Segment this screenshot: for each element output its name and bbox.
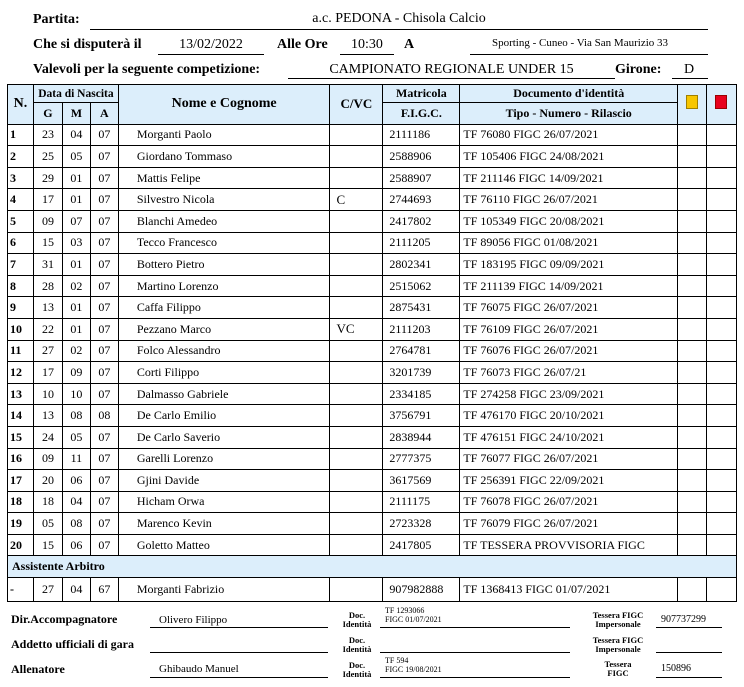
captain-mark [330, 578, 383, 602]
birth-month: 07 [62, 210, 90, 232]
red-card-cell [706, 167, 736, 189]
birth-day: 23 [33, 124, 62, 146]
birth-year: 07 [90, 426, 118, 448]
birth-year: 07 [90, 383, 118, 405]
addetto-label: Addetto ufficiali di gara [11, 637, 134, 651]
assistente-section-row [8, 556, 737, 578]
birth-year: 07 [90, 275, 118, 297]
assistente-name: Morganti Fabrizio [118, 578, 330, 602]
birth-day: 28 [33, 275, 62, 297]
red-card-cell [706, 340, 736, 362]
player-row [8, 232, 737, 254]
red-card-cell [706, 362, 736, 384]
matricola: 2802341 [383, 254, 460, 276]
player-name: Marenco Kevin [118, 513, 330, 535]
captain-mark [330, 448, 383, 470]
document-id: TF 105349 FIGC 20/08/2021 [460, 210, 678, 232]
player-number: 1 [8, 124, 34, 146]
col-data-nascita: Data di Nascita [33, 85, 118, 103]
birth-year: 07 [90, 297, 118, 319]
player-number: 2 [8, 146, 34, 168]
player-number: 10 [8, 318, 34, 340]
red-card-cell [706, 534, 736, 556]
player-number: 5 [8, 210, 34, 232]
player-name: Folco Alessandro [118, 340, 330, 362]
captain-mark [330, 513, 383, 535]
player-number: 9 [8, 297, 34, 319]
birth-year: 07 [90, 232, 118, 254]
player-row [8, 340, 737, 362]
player-number: 3 [8, 167, 34, 189]
matricola: 3617569 [383, 470, 460, 492]
player-name: Gjini Davide [118, 470, 330, 492]
document-id: TF 76076 FIGC 26/07/2021 [460, 340, 678, 362]
matricola: 2417805 [383, 534, 460, 556]
allenatore-label: Allenatore [11, 662, 65, 676]
player-row [8, 146, 737, 168]
document-id: TF 89056 FIGC 01/08/2021 [460, 232, 678, 254]
girone-label: Girone: [615, 62, 662, 77]
player-number: 12 [8, 362, 34, 384]
player-row [8, 124, 737, 146]
red-card-cell [706, 383, 736, 405]
allenatore-doc-underline [380, 677, 570, 678]
birth-day: 27 [33, 578, 62, 602]
document-id: TF 76109 FIGC 26/07/2021 [460, 318, 678, 340]
col-m: M [62, 103, 90, 125]
player-number: 18 [8, 491, 34, 513]
document-id: TF 256391 FIGC 22/09/2021 [460, 470, 678, 492]
document-id: TF 211146 FIGC 14/09/2021 [460, 167, 678, 189]
match-header [0, 0, 744, 84]
birth-month: 04 [62, 124, 90, 146]
col-n: N. [8, 85, 34, 125]
captain-mark [330, 297, 383, 319]
player-row [8, 405, 737, 427]
document-id: TF 76080 FIGC 26/07/2021 [460, 124, 678, 146]
dir-name-underline [150, 627, 328, 628]
competition: CAMPIONATO REGIONALE UNDER 15 [329, 62, 574, 77]
birth-month: 08 [62, 513, 90, 535]
yellow-card-cell [678, 362, 707, 384]
girone-value: D [683, 62, 695, 77]
a-label: A [404, 37, 415, 52]
birth-day: 13 [33, 297, 62, 319]
yellow-card-cell [678, 318, 707, 340]
birth-month: 01 [62, 318, 90, 340]
birth-month: 05 [62, 146, 90, 168]
birth-month: 04 [62, 578, 90, 602]
allenatore-doc-label: Doc. Identità [342, 660, 372, 679]
document-id: TF 76079 FIGC 26/07/2021 [460, 513, 678, 535]
document-id: TF TESSERA PROVVISORIA FIGC [460, 534, 678, 556]
col-documento-sub: Tipo - Numero - Rilascio [460, 103, 678, 125]
dir-label: Dir.Accompagnatore [11, 612, 118, 626]
player-name: Martino Lorenzo [118, 275, 330, 297]
match-venue: Sporting - Cuneo - Via San Maurizio 33 [491, 37, 669, 49]
yellow-card-cell [678, 470, 707, 492]
yellow-card-cell [678, 210, 707, 232]
yellow-card-cell [678, 513, 707, 535]
red-card-cell [706, 124, 736, 146]
allenatore-tess-underline [656, 677, 722, 678]
time-underline [340, 54, 394, 55]
captain-mark [330, 426, 383, 448]
col-g: G [33, 103, 62, 125]
allenatore-name: Ghibaudo Manuel [159, 663, 239, 675]
player-number: 19 [8, 513, 34, 535]
col-matricola: Matricola [383, 85, 460, 103]
birth-month: 11 [62, 448, 90, 470]
addetto-tess-underline [656, 652, 722, 653]
yellow-card-cell [678, 405, 707, 427]
captain-mark [330, 362, 383, 384]
captain-mark [330, 124, 383, 146]
partita-label: Partita: [33, 12, 80, 27]
birth-day: 09 [33, 448, 62, 470]
dir-doc-underline [380, 627, 570, 628]
dir-tess-label: Tessera FIGC Impersonale [592, 610, 644, 629]
player-row [8, 167, 737, 189]
document-id: TF 76078 FIGC 26/07/2021 [460, 491, 678, 513]
match-time: 10:30 [351, 37, 383, 52]
birth-year: 07 [90, 210, 118, 232]
matricola: 2111205 [383, 232, 460, 254]
matricola: 2588907 [383, 167, 460, 189]
birth-month: 05 [62, 426, 90, 448]
matricola: 2723328 [383, 513, 460, 535]
document-id: TF 1368413 FIGC 01/07/2021 [460, 578, 678, 602]
document-id: TF 76110 FIGC 26/07/2021 [460, 189, 678, 211]
birth-day: 10 [33, 383, 62, 405]
birth-day: 31 [33, 254, 62, 276]
captain-mark [330, 534, 383, 556]
captain-mark [330, 405, 383, 427]
matricola: 2111175 [383, 491, 460, 513]
yellow-card-cell [678, 254, 707, 276]
yellow-card-icon [686, 95, 698, 109]
yellow-card-cell [678, 275, 707, 297]
matricola: 2334185 [383, 383, 460, 405]
captain-mark [330, 275, 383, 297]
birth-month: 04 [62, 491, 90, 513]
matricola: 3201739 [383, 362, 460, 384]
player-name: Goletto Matteo [118, 534, 330, 556]
addetto-doc-underline [380, 652, 570, 653]
valevoli-label: Valevoli per la seguente competizione: [33, 62, 261, 77]
document-id: TF 476170 FIGC 20/10/2021 [460, 405, 678, 427]
player-number: 6 [8, 232, 34, 254]
girone-underline [672, 78, 708, 79]
birth-day: 17 [33, 362, 62, 384]
match-date: 13/02/2022 [179, 37, 243, 52]
captain-mark [330, 254, 383, 276]
player-name: Bottero Pietro [118, 254, 330, 276]
player-number: 20 [8, 534, 34, 556]
birth-day: 22 [33, 318, 62, 340]
birth-year: 07 [90, 534, 118, 556]
matricola: 2744693 [383, 189, 460, 211]
col-documento: Documento d'identità [460, 85, 678, 103]
birth-year: 07 [90, 124, 118, 146]
birth-month: 06 [62, 534, 90, 556]
addetto-tess-label: Tessera FIGC Impersonale [592, 635, 644, 654]
yellow-card-cell [678, 189, 707, 211]
yellow-card-cell [678, 578, 707, 602]
matricola: 2764781 [383, 340, 460, 362]
date-underline [158, 54, 264, 55]
matricola: 2588906 [383, 146, 460, 168]
birth-month: 01 [62, 254, 90, 276]
birth-year: 07 [90, 448, 118, 470]
player-number: 14 [8, 405, 34, 427]
document-id: TF 76075 FIGC 26/07/2021 [460, 297, 678, 319]
player-name: Hicham Orwa [118, 491, 330, 513]
col-cvc: C/VC [330, 85, 383, 125]
addetto-doc-label: Doc. Identità [342, 635, 372, 654]
player-row [8, 491, 737, 513]
player-row [8, 383, 737, 405]
yellow-card-cell [678, 448, 707, 470]
birth-year: 07 [90, 362, 118, 384]
captain-mark: C [330, 189, 383, 211]
player-name: Silvestro Nicola [118, 189, 330, 211]
player-name: Blanchi Amedeo [118, 210, 330, 232]
red-card-cell [706, 297, 736, 319]
partita-value: a.c. PEDONA - Chisola Calcio [312, 11, 486, 26]
birth-month: 02 [62, 340, 90, 362]
birth-year: 07 [90, 189, 118, 211]
player-row [8, 210, 737, 232]
red-card-cell [706, 318, 736, 340]
birth-day: 15 [33, 534, 62, 556]
col-nome: Nome e Cognome [118, 85, 330, 125]
birth-month: 02 [62, 275, 90, 297]
red-card-cell [706, 513, 736, 535]
birth-month: 08 [62, 405, 90, 427]
matricola: 2777375 [383, 448, 460, 470]
player-name: Caffa Filippo [118, 297, 330, 319]
birth-day: 18 [33, 491, 62, 513]
yellow-card-cell [678, 124, 707, 146]
player-name: Tecco Francesco [118, 232, 330, 254]
yellow-card-cell [678, 534, 707, 556]
player-number: 13 [8, 383, 34, 405]
player-number: 8 [8, 275, 34, 297]
captain-mark [330, 491, 383, 513]
player-row [8, 362, 737, 384]
birth-year: 07 [90, 146, 118, 168]
birth-year: 67 [90, 578, 118, 602]
dir-tess-underline [656, 627, 722, 628]
player-row [8, 318, 737, 340]
captain-mark [330, 232, 383, 254]
player-name: Giordano Tommaso [118, 146, 330, 168]
red-card-cell [706, 275, 736, 297]
assistente-row [8, 578, 737, 602]
red-card-cell [706, 405, 736, 427]
red-card-cell [706, 470, 736, 492]
player-number: 17 [8, 470, 34, 492]
birth-day: 15 [33, 232, 62, 254]
birth-month: 03 [62, 232, 90, 254]
allenatore-doc-value: TF 594 FIGC 19/08/2021 [385, 656, 442, 674]
ore-label: Alle Ore [277, 37, 328, 52]
matricola: 2838944 [383, 426, 460, 448]
birth-day: 20 [33, 470, 62, 492]
captain-mark [330, 167, 383, 189]
player-number: 16 [8, 448, 34, 470]
birth-year: 07 [90, 340, 118, 362]
birth-year: 07 [90, 167, 118, 189]
birth-day: 27 [33, 340, 62, 362]
document-id: TF 211139 FIGC 14/09/2021 [460, 275, 678, 297]
player-name: Morganti Paolo [118, 124, 330, 146]
addetto-name-underline [150, 652, 328, 653]
document-id: TF 105406 FIGC 24/08/2021 [460, 146, 678, 168]
player-name: De Carlo Saverio [118, 426, 330, 448]
allenatore-tess-value: 150896 [661, 663, 691, 674]
red-card-icon [715, 95, 727, 109]
player-number: 15 [8, 426, 34, 448]
red-card-cell [706, 254, 736, 276]
player-name: Pezzano Marco [118, 318, 330, 340]
dir-tess-value: 907737299 [661, 614, 706, 625]
birth-day: 17 [33, 189, 62, 211]
birth-year: 07 [90, 318, 118, 340]
birth-day: 09 [33, 210, 62, 232]
player-row [8, 189, 737, 211]
yellow-card-cell [678, 167, 707, 189]
red-card-cell [706, 426, 736, 448]
yellow-card-cell [678, 426, 707, 448]
birth-month: 06 [62, 470, 90, 492]
player-row [8, 534, 737, 556]
document-id: TF 183195 FIGC 09/09/2021 [460, 254, 678, 276]
player-row [8, 513, 737, 535]
matricola: 3756791 [383, 405, 460, 427]
birth-month: 09 [62, 362, 90, 384]
document-id: TF 274258 FIGC 23/09/2021 [460, 383, 678, 405]
col-a: A [90, 103, 118, 125]
birth-day: 13 [33, 405, 62, 427]
birth-month: 01 [62, 297, 90, 319]
yellow-card-cell [678, 232, 707, 254]
col-red-card [706, 85, 736, 125]
birth-month: 10 [62, 383, 90, 405]
player-row [8, 470, 737, 492]
captain-mark [330, 146, 383, 168]
captain-mark [330, 470, 383, 492]
dir-doc-label: Doc. Identità [342, 610, 372, 629]
disputera-label: Che si disputerà il [33, 37, 142, 52]
col-yellow-card [678, 85, 707, 125]
birth-year: 07 [90, 491, 118, 513]
birth-year: 07 [90, 470, 118, 492]
player-number: 11 [8, 340, 34, 362]
player-name: Mattis Felipe [118, 167, 330, 189]
birth-year: 07 [90, 513, 118, 535]
document-id: TF 76077 FIGC 26/07/2021 [460, 448, 678, 470]
document-id: TF 476151 FIGC 24/10/2021 [460, 426, 678, 448]
player-row [8, 297, 737, 319]
red-card-cell [706, 491, 736, 513]
birth-day: 05 [33, 513, 62, 535]
matricola: 2875431 [383, 297, 460, 319]
matricola: 907982888 [383, 578, 460, 602]
yellow-card-cell [678, 297, 707, 319]
players-table [7, 84, 737, 602]
player-row [8, 275, 737, 297]
player-row [8, 254, 737, 276]
competition-underline [288, 78, 615, 79]
player-name: Corti Filippo [118, 362, 330, 384]
birth-year: 07 [90, 254, 118, 276]
matricola: 2417802 [383, 210, 460, 232]
player-name: Dalmasso Gabriele [118, 383, 330, 405]
assistente-section-label: Assistente Arbitro [8, 556, 737, 578]
yellow-card-cell [678, 491, 707, 513]
captain-mark [330, 340, 383, 362]
allenatore-tess-label: Tessera FIGC [604, 659, 632, 678]
birth-day: 24 [33, 426, 62, 448]
birth-month: 01 [62, 167, 90, 189]
matricola: 2111186 [383, 124, 460, 146]
document-id: TF 76073 FIGC 26/07/21 [460, 362, 678, 384]
matricola: 2515062 [383, 275, 460, 297]
assistente-number: - [8, 578, 34, 602]
player-name: Garelli Lorenzo [118, 448, 330, 470]
col-matricola-figc: F.I.G.C. [383, 103, 460, 125]
red-card-cell [706, 448, 736, 470]
birth-year: 08 [90, 405, 118, 427]
captain-mark [330, 210, 383, 232]
captain-mark: VC [330, 318, 383, 340]
red-card-cell [706, 232, 736, 254]
venue-underline [470, 54, 708, 55]
yellow-card-cell [678, 383, 707, 405]
player-name: De Carlo Emilio [118, 405, 330, 427]
red-card-cell [706, 146, 736, 168]
yellow-card-cell [678, 340, 707, 362]
red-card-cell [706, 578, 736, 602]
player-number: 7 [8, 254, 34, 276]
birth-month: 01 [62, 189, 90, 211]
player-number: 4 [8, 189, 34, 211]
red-card-cell [706, 189, 736, 211]
player-row [8, 426, 737, 448]
dir-doc-value: TF 1293066 FIGC 01/07/2021 [385, 606, 442, 624]
player-row [8, 448, 737, 470]
red-card-cell [706, 210, 736, 232]
dir-name: Olivero Filippo [159, 614, 228, 626]
matricola: 2111203 [383, 318, 460, 340]
captain-mark [330, 383, 383, 405]
yellow-card-cell [678, 146, 707, 168]
birth-day: 29 [33, 167, 62, 189]
partita-underline [90, 29, 708, 30]
birth-day: 25 [33, 146, 62, 168]
allenatore-name-underline [150, 677, 328, 678]
